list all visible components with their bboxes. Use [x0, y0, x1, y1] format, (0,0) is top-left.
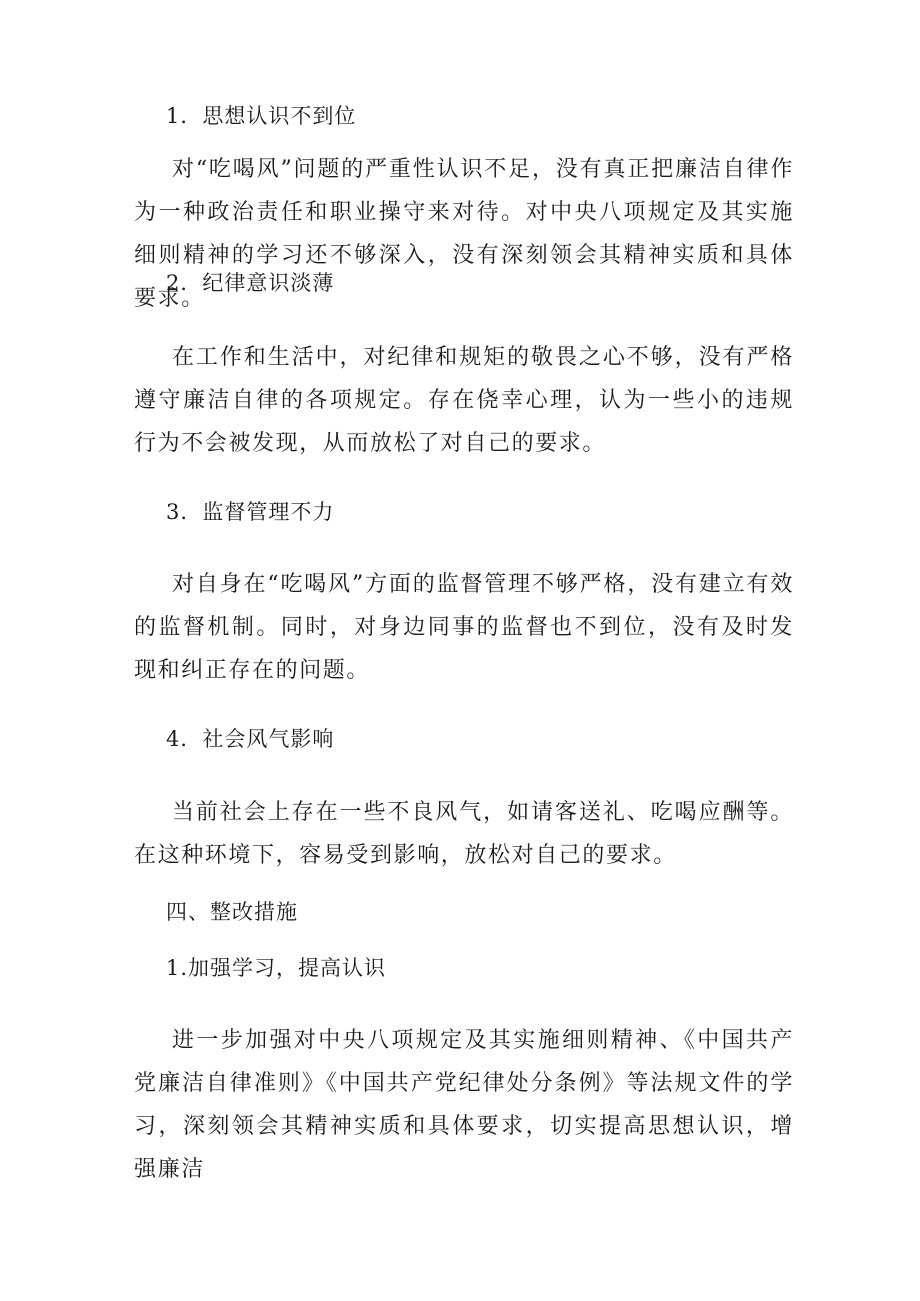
section-heading-1: 1．思想认识不到位: [166, 104, 357, 128]
part-heading: 四、整改措施: [166, 900, 298, 924]
section-paragraph-2: 在工作和生活中，对纪律和规矩的敬畏之心不够，没有严格遵守廉洁自律的各项规定。存在侥幸心理，认为一些小的违规行为不会被发现，从而放松了对自己的要求。: [134, 345, 794, 456]
section-paragraph-1: 对“吃喝风”问题的严重性认识不足，没有真正把廉洁自律作为一种政治责任和职业操守来对待。对中央八项规定及其实施细则精神的学习还不够深入，没有深刻领会其精神实质和具体要求。: [134, 157, 794, 311]
measure-paragraph-1: 进一步加强对中央八项规定及其实施细则精神、《中国共产党廉洁自律准则》《中国共产党纪律处分条例》等法规文件的学习，深刻领会其精神实质和具体要求，切实提高思想认识，增强廉洁: [134, 1028, 794, 1182]
section-heading-2: 2．纪律意识淡薄: [166, 271, 335, 295]
measure-heading-1: 1.加强学习，提高认识: [166, 956, 387, 980]
section-heading-4: 4．社会风气影响: [166, 727, 335, 751]
section-paragraph-3: 对自身在“吃喝风”方面的监督管理不够严格，没有建立有效的监督机制。同时，对身边同事的监督也不到位，没有及时发现和纠正存在的问题。: [134, 572, 794, 683]
section-heading-3: 3．监督管理不力: [166, 500, 335, 524]
section-paragraph-4: 当前社会上存在一些不良风气，如请客送礼、吃喝应酬等。在这种环境下，容易受到影响，放松对自己的要求。: [134, 800, 794, 868]
